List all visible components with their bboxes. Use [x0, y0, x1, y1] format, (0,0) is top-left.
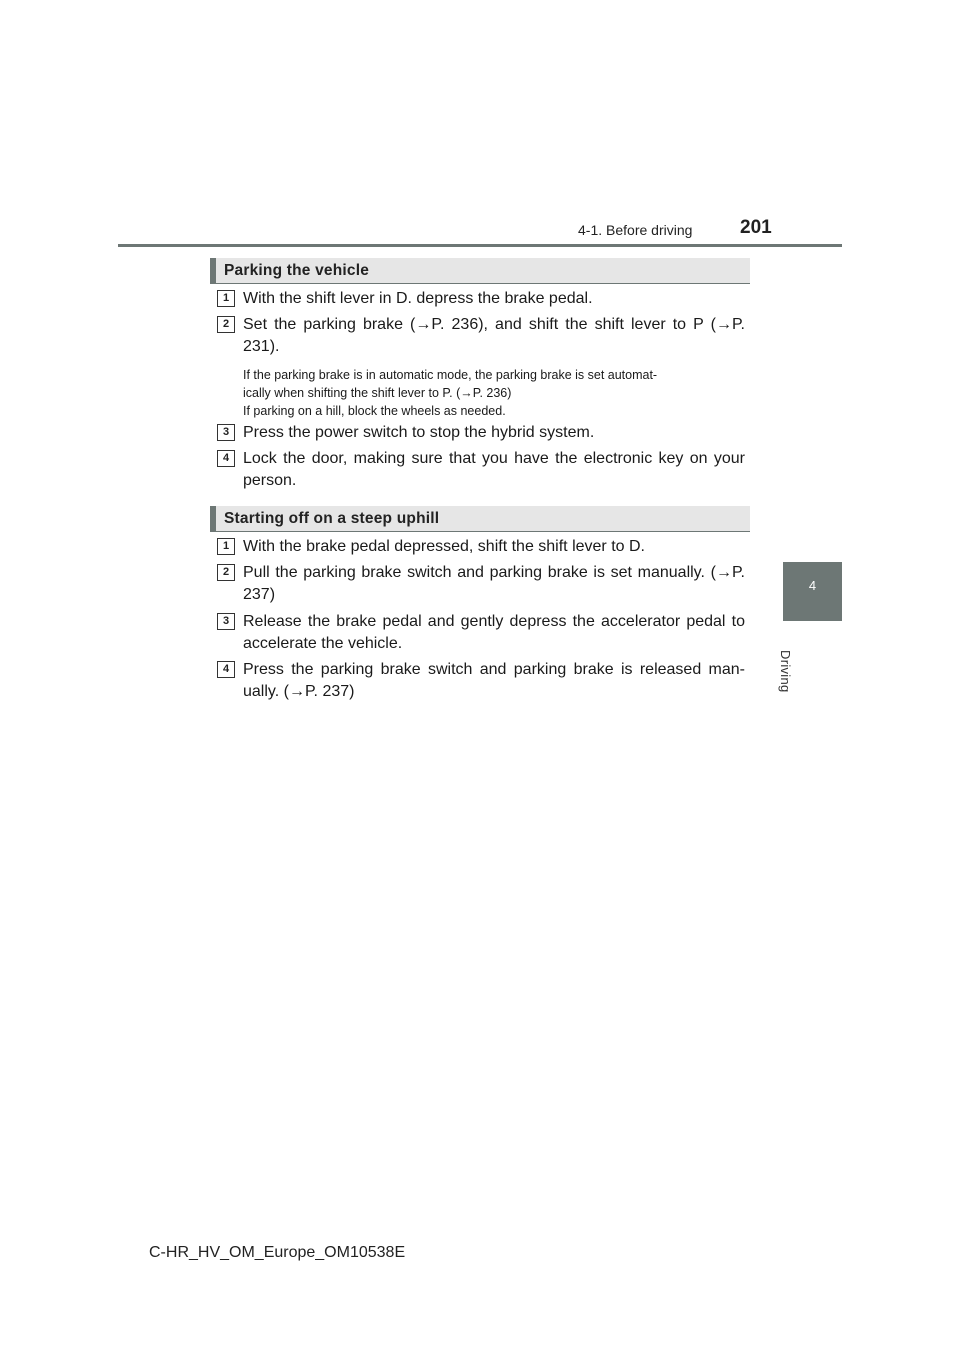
step-text: Press the parking brake switch and parking brake is released man-ually. (→P. 237) [243, 661, 745, 700]
step-number-badge: 3 [217, 424, 235, 441]
note-line: ically when shifting the shift lever to P. (→P. 236) [243, 386, 512, 400]
step-number-badge: 1 [217, 290, 235, 307]
section-breadcrumb: 4-1. Before driving [578, 222, 693, 238]
step-text: With the shift lever in D. depress the brake pedal. [243, 290, 593, 307]
step-number-badge: 3 [217, 613, 235, 630]
step-text: Press the power switch to stop the hybrid system. [243, 424, 595, 441]
section-header-uphill [210, 506, 750, 532]
step-text: With the brake pedal depressed, shift the shift lever to D. [243, 538, 645, 555]
section-header-bar [210, 506, 216, 531]
step-text: Set the parking brake (→P. 236), and shift the shift lever to P (→P. 231). [243, 316, 745, 355]
step-text: Release the brake pedal and gently depress the accelerator pedal to accelerate the vehicle. [243, 613, 745, 652]
step-text: Pull the parking brake switch and parking brake is set manually. (→P. 237) [243, 564, 745, 603]
step-number-badge: 1 [217, 538, 235, 555]
header-divider [118, 244, 842, 247]
document-code-footer: C-HR_HV_OM_Europe_OM10538E [149, 1244, 406, 1261]
section-title: Parking the vehicle [224, 262, 370, 279]
step-number-badge: 4 [217, 450, 235, 467]
note-line: If the parking brake is in automatic mode, the parking brake is set automat- [243, 368, 658, 382]
step-number-badge: 4 [217, 661, 235, 678]
chapter-label: Driving [778, 650, 793, 693]
chapter-number: 4 [808, 578, 817, 593]
page-number: 201 [740, 217, 772, 238]
note-line: If parking on a hill, block the wheels as needed. [243, 404, 506, 418]
step-text: Lock the door, making sure that you have the electronic key on your person. [243, 450, 745, 489]
step-number-badge: 2 [217, 564, 235, 581]
section-header-parking [210, 258, 750, 284]
step-number-badge: 2 [217, 316, 235, 333]
section-header-bar [210, 258, 216, 283]
section-title: Starting off on a steep uphill [224, 510, 440, 527]
